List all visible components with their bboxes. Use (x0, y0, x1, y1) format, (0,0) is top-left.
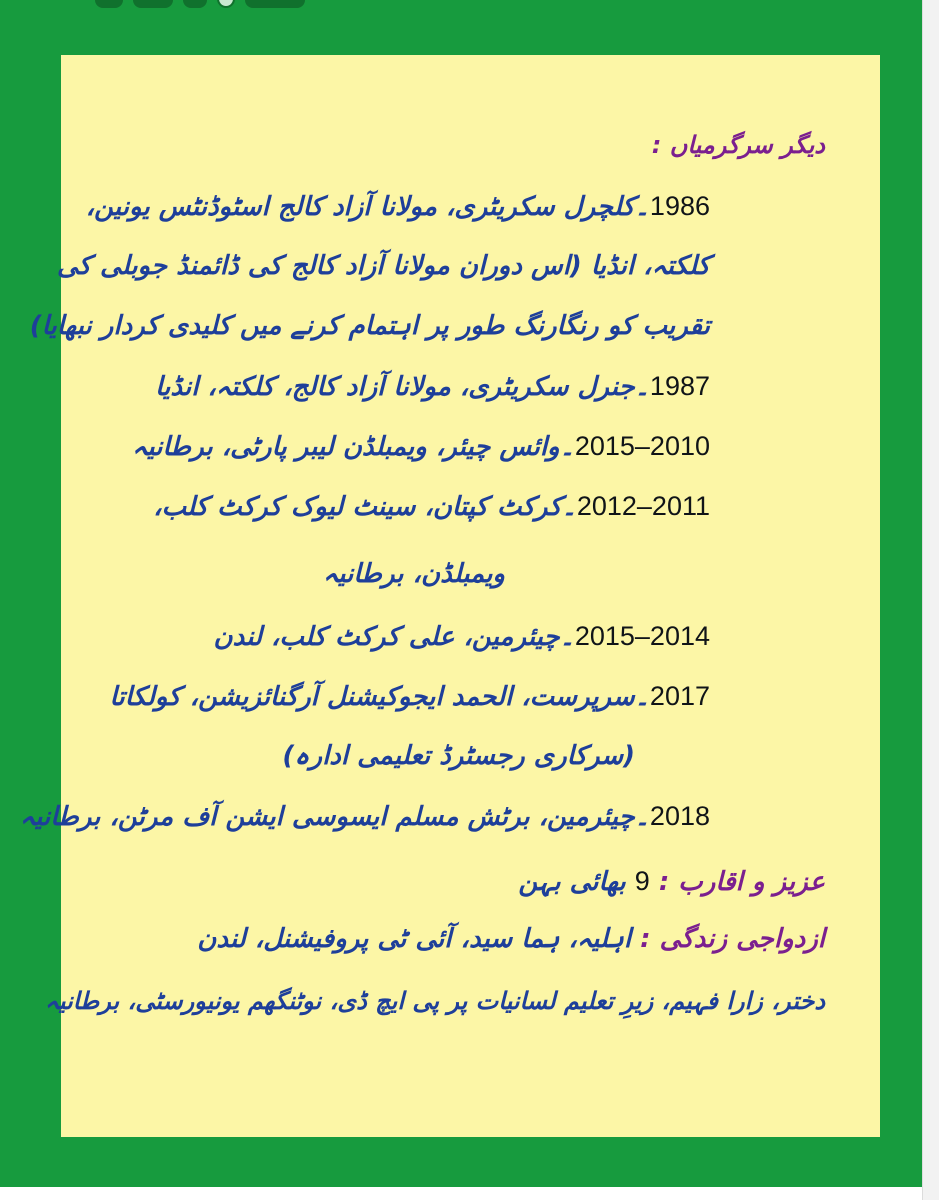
activity-year-1: 1986 (649, 191, 710, 221)
activity-line-11 (20, 798, 710, 835)
activity-text-1: ۔کلچرل سکریٹری، مولانا آزاد کالج اسٹوڈنٹس یونین، (85, 192, 650, 222)
daughter-line (45, 983, 825, 1019)
activity-year-11: 2018 (649, 801, 710, 831)
relatives-value: بھائی بہن (518, 867, 626, 897)
logo-fragment (95, 0, 355, 10)
marital-line (197, 921, 825, 957)
activity-line-1 (86, 188, 710, 225)
activity-text-3: تقریب کو رنگارنگ طور پر اہتمام کرنے میں کلیدی کردار نبھایا) (29, 311, 710, 341)
activity-year-4: 1987 (649, 371, 710, 401)
right-scroll-edge (922, 0, 939, 1200)
activity-line-7 (323, 556, 505, 592)
section-heading: دیگر سرگرمیاں : (651, 131, 825, 159)
activity-text-7: ویمبلڈن، برطانیہ (323, 559, 505, 589)
activity-year-8: 2015–2014 (574, 621, 710, 651)
activity-text-9: ۔سرپرست، الحمد ایجوکیشنل آرگنائزیشن، کولکاتا (109, 682, 650, 712)
activity-line-8 (213, 618, 710, 655)
leaf-icon (217, 0, 235, 8)
content-panel (19, 55, 880, 1137)
activity-year-5: 2015–2010 (574, 431, 710, 461)
activity-text-10: (سرکاری رجسٹرڈ تعلیمی ادارہ) (282, 741, 635, 771)
marital-label: ازدواجی زندگی : (640, 924, 825, 954)
bottom-margin (0, 1187, 922, 1200)
activity-text-4: ۔جنرل سکریٹری، مولانا آزاد کالج، کلکتہ، انڈیا (155, 372, 650, 402)
relatives-count: 9 (634, 866, 650, 896)
activity-text-2: کلکتہ، انڈیا (اس دوران مولانا آزاد کالج کی ڈائمنڈ جوبلی کی (56, 251, 710, 281)
activity-line-9 (110, 678, 710, 715)
activity-text-11: ۔چیئرمین، برٹش مسلم ایسوسی ایشن آف مرٹن، برطانیہ (19, 802, 650, 832)
activity-line-3 (30, 308, 710, 344)
activity-text-5: ۔وائس چیئر، ویمبلڈن لیبر پارٹی، برطانیہ (132, 432, 575, 462)
activity-text-6: ۔کرکٹ کپتان، سینٹ لیوک کرکٹ کلب، (153, 492, 577, 522)
activity-line-4 (155, 368, 710, 405)
marital-value: اہلیہ، ہما سید، آئی ٹی پروفیشنل، لندن (197, 924, 632, 954)
activity-text-8: ۔چیئرمین، علی کرکٹ کلب، لندن (213, 622, 575, 652)
activity-year-9: 2017 (649, 681, 710, 711)
daughter-value: دختر، زارا فہیم، زیرِ تعلیم لسانیات پر پی ایچ ڈی، نوٹنگھم یونیورسٹی، برطانیہ (44, 987, 825, 1015)
activity-line-10 (282, 738, 635, 774)
activity-year-6: 2012–2011 (576, 491, 710, 521)
relatives-label: عزیز و اقارب : (658, 867, 825, 897)
relatives-line (518, 863, 825, 900)
activity-line-5 (132, 428, 710, 465)
activity-line-6 (153, 488, 710, 525)
activity-line-2 (57, 248, 710, 284)
